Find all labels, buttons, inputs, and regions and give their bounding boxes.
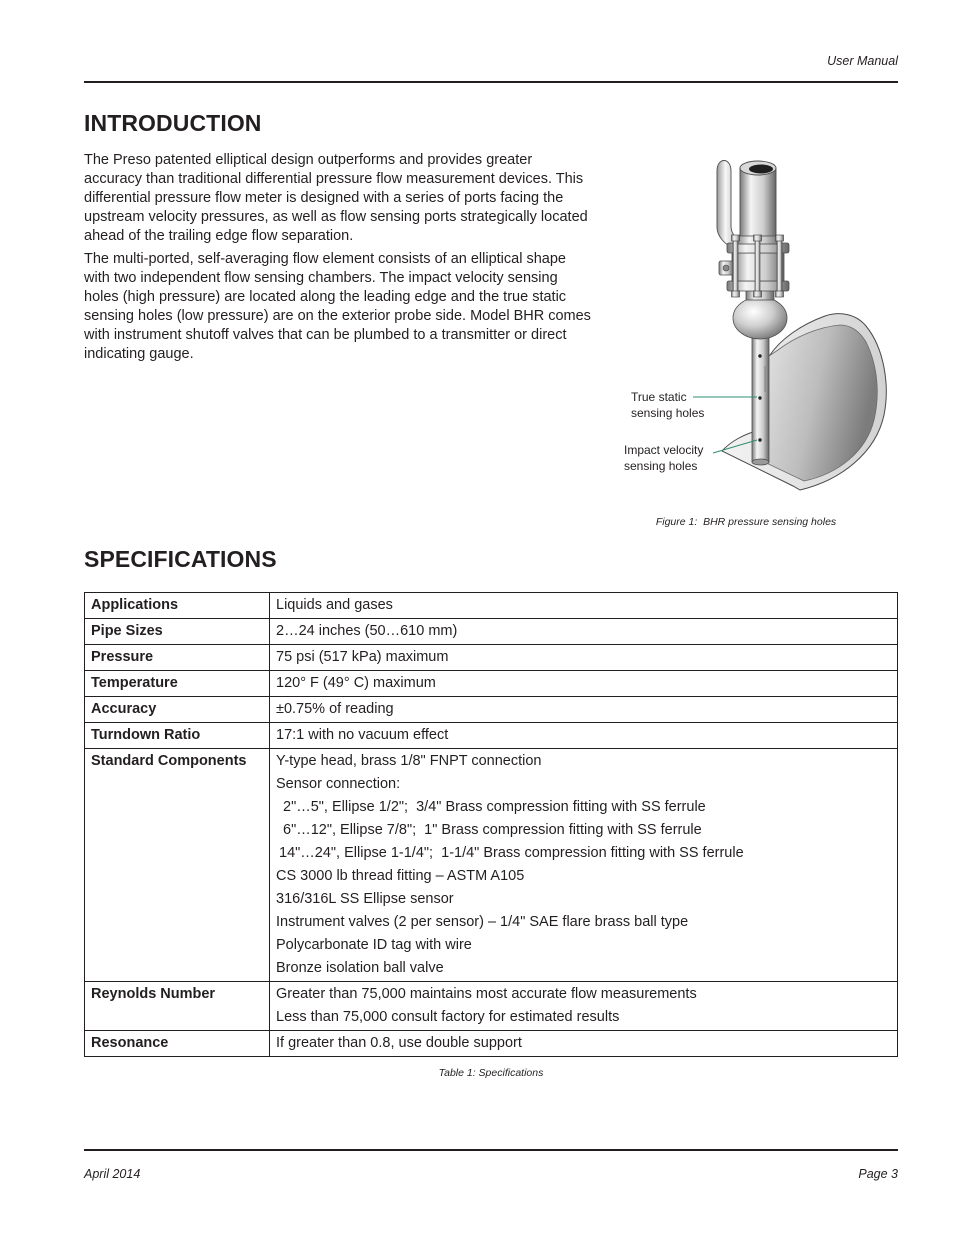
row-label: Resonance bbox=[85, 1031, 270, 1057]
valve-bolt bbox=[755, 238, 760, 296]
value-line: Instrument valves (2 per sensor) – 1/4" SAE flare brass ball type bbox=[276, 914, 689, 930]
table-row bbox=[85, 671, 898, 697]
row-label: Accuracy bbox=[85, 697, 270, 723]
text-line: holes (high pressure) are located along the leading edge and the true static bbox=[84, 289, 567, 305]
table-row bbox=[85, 593, 898, 619]
value-line: Polycarbonate ID tag with wire bbox=[276, 937, 472, 953]
head-tube-opening bbox=[749, 165, 773, 174]
table-row bbox=[85, 723, 898, 749]
callout-line: Impact velocity bbox=[624, 443, 704, 457]
text-line: with instrument shutoff valves that can be plumbed to a transmitter or direct bbox=[84, 327, 567, 343]
table-row bbox=[85, 982, 898, 1031]
row-label: Pressure bbox=[85, 645, 270, 671]
impact-holes-callout bbox=[624, 442, 703, 474]
row-value bbox=[270, 645, 898, 671]
row-label: Pipe Sizes bbox=[85, 619, 270, 645]
bolt-nut bbox=[776, 235, 784, 241]
value-line: 2"…5", Ellipse 1/2"; 3/4" Brass compression fitting with SS ferrule bbox=[283, 799, 706, 815]
intro-paragraph-2 bbox=[84, 250, 591, 364]
document-type-header: User Manual bbox=[827, 54, 898, 68]
table-row bbox=[85, 645, 898, 671]
introduction-heading: INTRODUCTION bbox=[84, 110, 262, 136]
value-line: Less than 75,000 consult factory for estimated results bbox=[276, 1009, 620, 1025]
row-value bbox=[270, 593, 898, 619]
probe-rod-end bbox=[752, 459, 769, 465]
sensing-hole bbox=[758, 438, 761, 441]
value-line: 6"…12", Ellipse 7/8"; 1" Brass compression fitting with SS ferrule bbox=[283, 822, 702, 838]
value-line: 316/316L SS Ellipse sensor bbox=[276, 891, 454, 907]
static-holes-callout bbox=[631, 389, 704, 421]
value-line: 120° F (49° C) maximum bbox=[276, 675, 436, 691]
specifications-table bbox=[84, 592, 898, 1057]
row-value bbox=[270, 723, 898, 749]
text-line: upstream velocity pressures, as well as flow sensing ports strategically located bbox=[84, 209, 588, 225]
intro-paragraph-1 bbox=[84, 151, 588, 246]
text-line: with two independent flow sensing chambers. The impact velocity sensing bbox=[84, 270, 558, 286]
text-line: The multi-ported, self-averaging flow element consists of an elliptical shape bbox=[84, 251, 566, 267]
text-line: The Preso patented elliptical design outperforms and provides greater bbox=[84, 152, 533, 168]
table-row bbox=[85, 749, 898, 982]
row-value bbox=[270, 671, 898, 697]
footer-rule bbox=[84, 1149, 898, 1151]
bolt-nut bbox=[754, 235, 762, 241]
row-label: Reynolds Number bbox=[85, 982, 270, 1031]
row-value bbox=[270, 619, 898, 645]
callout-line: sensing holes bbox=[631, 406, 705, 420]
valve-bolt bbox=[777, 238, 782, 296]
callout-line: sensing holes bbox=[624, 459, 698, 473]
text-line: accuracy than traditional differential pressure flow measurement devices. This bbox=[84, 171, 584, 187]
text-line: indicating gauge. bbox=[84, 346, 194, 362]
sensing-hole bbox=[758, 396, 761, 399]
callout-line: True static bbox=[631, 390, 687, 404]
row-label: Temperature bbox=[85, 671, 270, 697]
value-line: 75 psi (517 kPa) maximum bbox=[276, 649, 449, 665]
row-label: Turndown Ratio bbox=[85, 723, 270, 749]
table-row bbox=[85, 697, 898, 723]
row-label: Standard Components bbox=[85, 749, 270, 982]
table-caption: Table 1: Specifications bbox=[438, 1067, 544, 1079]
row-value bbox=[270, 1031, 898, 1057]
text-line: differential pressure flow meter is designed with a series of ports facing the bbox=[84, 190, 564, 206]
figure-caption: Figure 1: BHR pressure sensing holes bbox=[655, 516, 837, 528]
value-line: CS 3000 lb thread fitting – ASTM A105 bbox=[276, 868, 525, 884]
text-line: sensing holes (low pressure) are on the exterior probe side. Model BHR comes bbox=[84, 308, 591, 324]
header-rule bbox=[84, 81, 898, 83]
sensing-hole bbox=[758, 354, 761, 357]
value-line: Sensor connection: bbox=[276, 776, 401, 792]
value-line: 2…24 inches (50…610 mm) bbox=[276, 623, 458, 639]
value-line: ±0.75% of reading bbox=[276, 701, 394, 717]
bolt-nut bbox=[776, 291, 784, 297]
footer-date: April 2014 bbox=[84, 1167, 141, 1181]
value-line: Bronze isolation ball valve bbox=[276, 960, 444, 976]
head-tube bbox=[740, 168, 776, 242]
specifications-heading: SPECIFICATIONS bbox=[84, 546, 277, 572]
bolt-nut bbox=[754, 291, 762, 297]
value-line: Liquids and gases bbox=[276, 597, 393, 613]
footer-page-number: Page 3 bbox=[858, 1167, 898, 1181]
valve-bolt bbox=[733, 238, 738, 296]
value-line: 14"…24", Ellipse 1-1/4"; 1-1/4" Brass compression fitting with SS ferrule bbox=[279, 845, 744, 861]
row-value bbox=[270, 697, 898, 723]
table-row bbox=[85, 1031, 898, 1057]
row-value bbox=[270, 749, 898, 982]
valve-side-port bbox=[723, 265, 729, 271]
value-line: 17:1 with no vacuum effect bbox=[276, 727, 449, 743]
value-line: Y-type head, brass 1/8" FNPT connection bbox=[276, 753, 542, 769]
mounting-ball bbox=[733, 297, 787, 339]
row-label: Applications bbox=[85, 593, 270, 619]
bolt-nut bbox=[732, 291, 740, 297]
row-value bbox=[270, 982, 898, 1031]
bolt-nut bbox=[732, 235, 740, 241]
value-line: If greater than 0.8, use double support bbox=[276, 1035, 522, 1051]
value-line: Greater than 75,000 maintains most accurate flow measurements bbox=[276, 986, 697, 1002]
table-row bbox=[85, 619, 898, 645]
text-line: ahead of the trailing edge flow separation. bbox=[84, 228, 354, 244]
